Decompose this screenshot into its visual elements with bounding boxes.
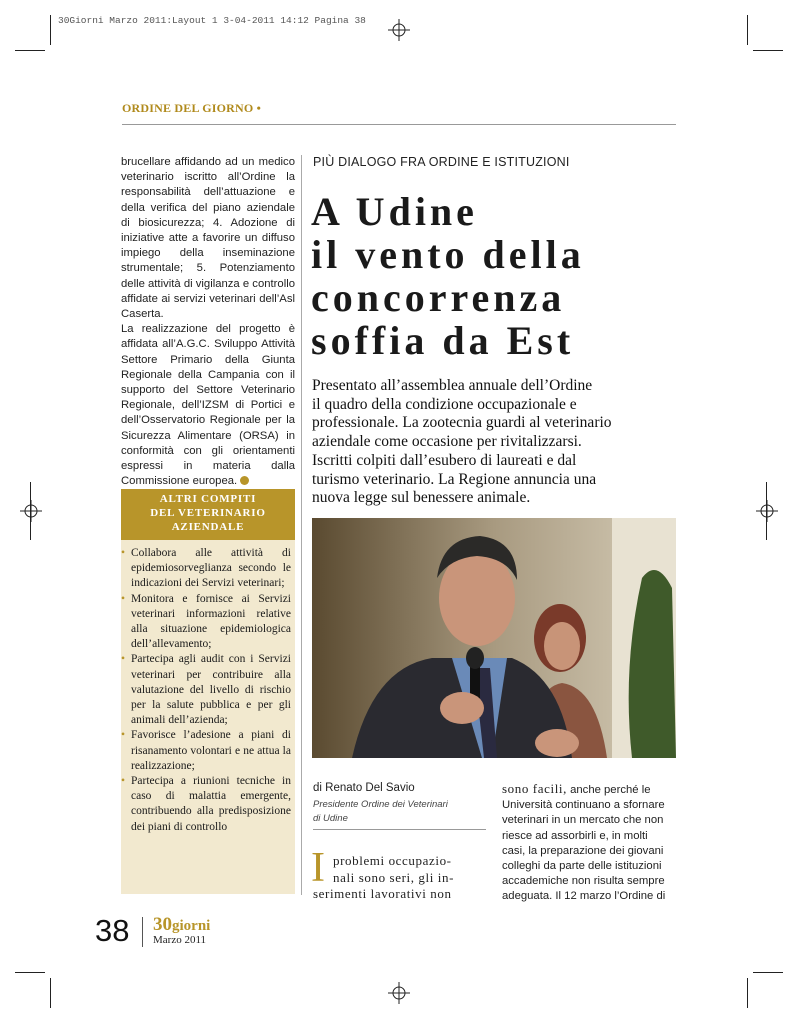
body-line: serimenti lavorativi non <box>313 886 452 901</box>
sidebar-box-list <box>121 546 291 835</box>
article-byline: di Renato Del Savio <box>313 782 415 794</box>
title-line: soffia da Est <box>311 318 575 363</box>
body-lead-words: sono facili, <box>502 781 567 796</box>
list-item: • Favorisce l’adesione a piani di risanamento volontari e ne attua la realizzazione; <box>121 728 291 774</box>
crop-mark <box>753 972 783 973</box>
crop-mark <box>50 978 51 1008</box>
title-line: A Udine <box>311 189 478 234</box>
lead-line: il quadro della condizione occupazionale e <box>312 395 577 413</box>
crop-mark <box>747 978 748 1008</box>
sidebar-box-title <box>121 489 295 540</box>
registration-mark-icon <box>388 982 410 1004</box>
registration-mark-icon <box>388 19 410 41</box>
magazine-number: 30 <box>153 914 172 935</box>
left-paragraph-2: La realizzazione del progetto è affidata all’A.G.C. Sviluppo Attività Settore Primario della Giunta Regionale della Campania con il supporto del Settore Veterinario Regionale, dell’IZSM di Portici e dell’Osservatorio Regionale per la Sicurezza Alimentare (ORSA) in conformità con gli orientamenti espressi in materia dalla Commissione europea. <box>121 323 295 488</box>
box-title-line: AZIENDALE <box>171 521 245 533</box>
lead-line: nuova legge sul benessere animale. <box>312 489 531 507</box>
lead-line: turismo veterinario. La Regione annuncia una <box>312 470 597 488</box>
footer-divider <box>142 917 143 947</box>
print-slug: 30Giorni Marzo 2011:Layout 1 3-04-2011 14:12 Pagina 38 <box>58 15 366 26</box>
article-body-col2 <box>502 781 677 905</box>
box-title-line: ALTRI COMPITI <box>159 493 257 505</box>
article-lead <box>312 377 682 508</box>
lead-line: aziendale come occasione per rivitalizzarsi. <box>312 433 582 451</box>
end-mark-icon <box>240 476 249 485</box>
crop-mark <box>747 15 748 45</box>
crop-mark <box>30 482 31 540</box>
article-kicker: PIÙ DIALOGO FRA ORDINE E ISTITUZIONI <box>313 155 570 169</box>
left-paragraph-1: brucellare affidando ad un medico veterinario iscritto all’Ordine la responsabilità dell’attuazione e della verifica del piano aziendale di biosicurezza; 4. Adozione di iniziative atte a favorire un diffuso impiego della inseminazione strumentale; 5. Potenziamento delle attività di vigilanza e controllo affidate ai servizi veterinari dell’Asl Caserta. <box>121 156 295 321</box>
body-line: nali sono seri, gli in- <box>333 869 455 885</box>
crop-mark <box>766 482 767 540</box>
section-title: ORDINE DEL GIORNO • <box>122 101 262 115</box>
body-line <box>502 781 677 798</box>
page-number: 38 <box>95 913 130 948</box>
byline-rule <box>313 829 486 830</box>
body-line: veterinari in un mercato che non <box>502 814 664 827</box>
author-role <box>313 798 448 826</box>
registration-mark-icon <box>20 500 42 522</box>
left-column-text <box>121 155 295 489</box>
body-line: adeguata. Il 12 marzo l’Ordine di <box>502 890 666 903</box>
lead-line: Iscritti colpiti dall’esubero di laureati e dal <box>312 451 577 469</box>
article-photo <box>312 518 676 758</box>
list-item: • Partecipa a riunioni tecniche in caso di malattia emergente, contribuendo alla predisposizione dei piani di controllo <box>121 774 291 835</box>
body-line: Università continuano a sfornare <box>502 799 665 812</box>
crop-mark <box>50 15 51 45</box>
column-divider <box>301 155 302 895</box>
body-line: colleghi da parte delle istituzioni <box>502 860 662 873</box>
crop-mark <box>15 50 45 51</box>
title-line: il vento della <box>311 232 585 277</box>
body-line-rest: anche perché le <box>566 784 651 796</box>
lead-line: professionale. La zootecnia guardi al veterinario <box>312 414 612 432</box>
title-line: concorrenza <box>311 275 566 320</box>
registration-mark-icon <box>756 500 778 522</box>
article-title <box>311 190 681 362</box>
magazine-word: giorni <box>172 918 211 934</box>
crop-mark <box>753 50 783 51</box>
role-line: di Udine <box>313 813 348 824</box>
body-line: accademiche non risulta sempre <box>502 875 665 888</box>
section-rule <box>122 124 676 125</box>
magazine-name <box>153 914 210 936</box>
body-line: casi, la preparazione dei giovani <box>502 844 664 857</box>
list-item: • Monitora e fornisce ai Servizi veterinari informazioni relative alla situazione epidemiologica dell’allevamento; <box>121 592 291 653</box>
list-item: • Collabora alle attività di epidemiosorveglianza secondo le indicazioni dei Servizi veterinari; <box>121 546 291 592</box>
body-line: problemi occupazio- <box>333 853 452 868</box>
issue-date: Marzo 2011 <box>153 934 207 946</box>
role-line: Presidente Ordine dei Veterinari <box>313 799 448 810</box>
lead-line: Presentato all’assemblea annuale dell’Ordine <box>312 377 593 394</box>
body-line: riesce ad assorbirli e, in molti <box>502 829 648 842</box>
article-body-col1 <box>313 853 488 903</box>
crop-mark <box>15 972 45 973</box>
drop-cap: I <box>311 845 325 891</box>
list-item: • Partecipa agli audit con i Servizi veterinari per contribuire alla valutazione del livello di rischio per la salute pubblica e per gli animali dell’azienda; <box>121 652 291 728</box>
box-title-line: DEL VETERINARIO <box>150 507 266 519</box>
